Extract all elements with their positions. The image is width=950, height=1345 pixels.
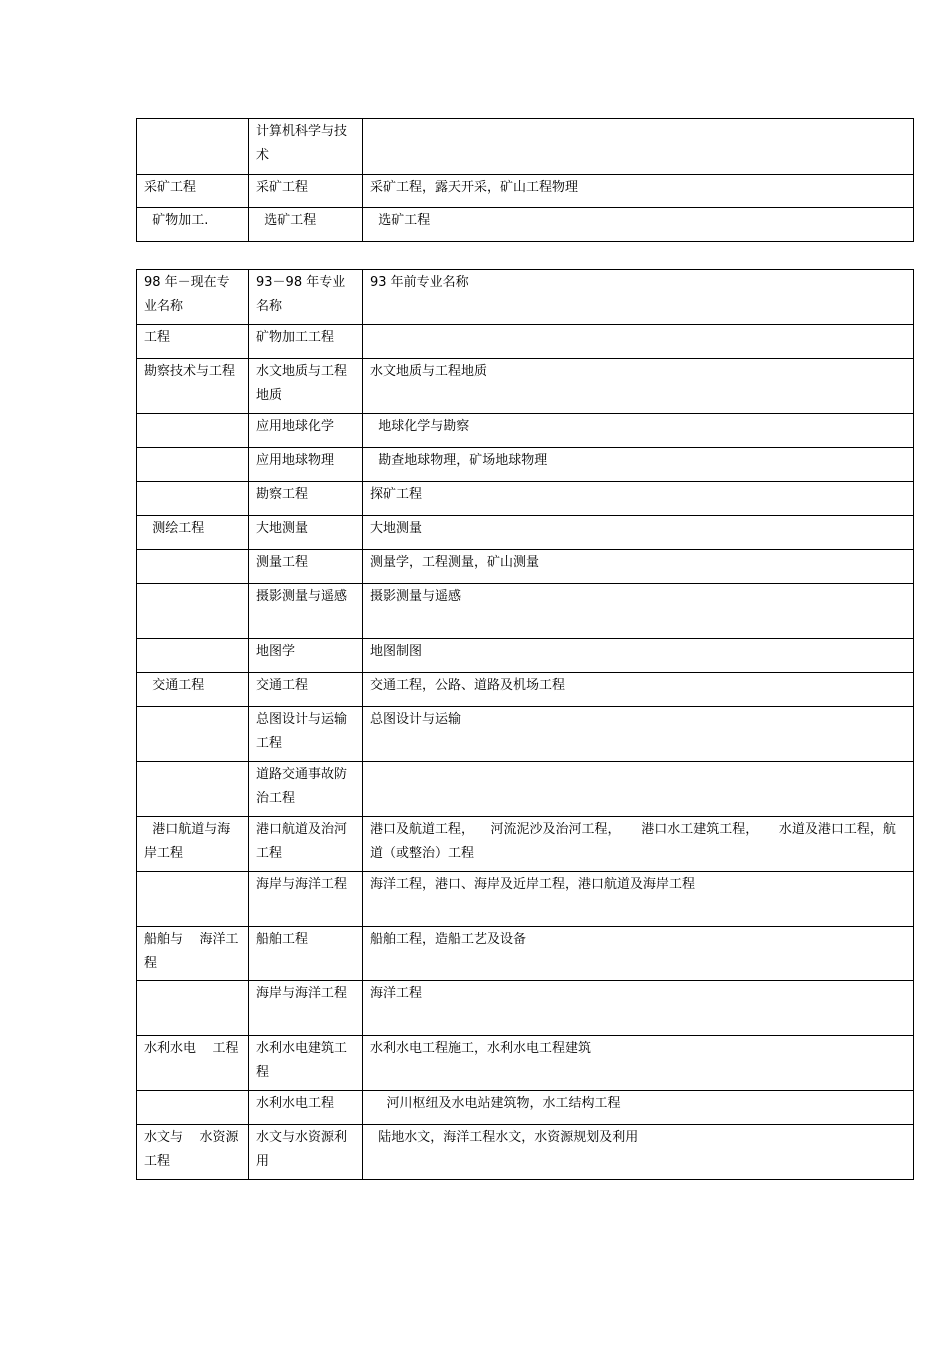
cell-pre-93-major: 河川枢纽及水电站建筑物，水工结构工程 (363, 1091, 914, 1125)
cell-pre-93-major: 93 年前专业名称 (363, 270, 914, 325)
cell-93-98-major: 应用地球化学 (249, 414, 363, 448)
table-row (137, 639, 914, 673)
cell-pre-93-major (363, 119, 914, 175)
table-body (137, 119, 914, 242)
cell-pre-93-major: 总图设计与运输 (363, 707, 914, 762)
cell-current-major (137, 1091, 249, 1125)
major-table-continued (136, 118, 914, 242)
cell-93-98-major: 地图学 (249, 639, 363, 673)
cell-93-98-major: 测量工程 (249, 550, 363, 584)
cell-current-major: 港口航道与海岸工程 (137, 817, 249, 872)
cell-current-major: 工程 (137, 325, 249, 359)
cell-pre-93-major: 交通工程，公路、道路及机场工程 (363, 673, 914, 707)
cell-pre-93-major: 海洋工程，港口、海岸及近岸工程，港口航道及海岸工程 (363, 872, 914, 927)
cell-93-98-major: 水文与水资源利用 (249, 1125, 363, 1180)
cell-current-major (137, 981, 249, 1036)
cell-pre-93-major: 采矿工程，露天开采，矿山工程物理 (363, 175, 914, 208)
cell-current-major: 98 年－现在专业名称 (137, 270, 249, 325)
table-row (137, 516, 914, 550)
cell-93-98-major: 大地测量 (249, 516, 363, 550)
major-name-table (136, 269, 914, 1180)
cell-current-major (137, 584, 249, 639)
cell-93-98-major: 水文地质与工程地质 (249, 359, 363, 414)
cell-current-major (137, 448, 249, 482)
cell-pre-93-major: 大地测量 (363, 516, 914, 550)
cell-current-major: 采矿工程 (137, 175, 249, 208)
cell-current-major (137, 639, 249, 673)
table-row (137, 707, 914, 762)
cell-93-98-major: 道路交通事故防治工程 (249, 762, 363, 817)
cell-current-major (137, 707, 249, 762)
table-row (137, 584, 914, 639)
cell-93-98-major: 总图设计与运输工程 (249, 707, 363, 762)
cell-pre-93-major: 测量学，工程测量，矿山测量 (363, 550, 914, 584)
cell-93-98-major: 矿物加工工程 (249, 325, 363, 359)
cell-current-major: 测绘工程 (137, 516, 249, 550)
table-row (137, 927, 914, 981)
table-row (137, 1036, 914, 1091)
table-row (137, 872, 914, 927)
cell-pre-93-major: 海洋工程 (363, 981, 914, 1036)
cell-current-major (137, 872, 249, 927)
table-row (137, 414, 914, 448)
cell-pre-93-major: 水利水电工程施工，水利水电工程建筑 (363, 1036, 914, 1091)
table-row (137, 1125, 914, 1180)
table-row (137, 359, 914, 414)
cell-current-major: 交通工程 (137, 673, 249, 707)
cell-93-98-major: 水利水电建筑工程 (249, 1036, 363, 1091)
cell-current-major (137, 482, 249, 516)
cell-pre-93-major (363, 325, 914, 359)
cell-pre-93-major: 港口及航道工程， 河流泥沙及治河工程， 港口水工建筑工程， 水道及港口工程，航道（或整治）工程 (363, 817, 914, 872)
table-row (137, 325, 914, 359)
cell-current-major (137, 550, 249, 584)
cell-current-major: 勘察技术与工程 (137, 359, 249, 414)
table-row (137, 817, 914, 872)
cell-93-98-major: 勘察工程 (249, 482, 363, 516)
cell-93-98-major: 摄影测量与遥感 (249, 584, 363, 639)
cell-current-major (137, 119, 249, 175)
cell-pre-93-major: 陆地水文，海洋工程水文，水资源规划及利用 (363, 1125, 914, 1180)
table-row (137, 550, 914, 584)
cell-current-major: 水文与 水资源工程 (137, 1125, 249, 1180)
cell-current-major: 船舶与 海洋工程 (137, 927, 249, 981)
table-row (137, 482, 914, 516)
cell-93-98-major: 港口航道及治河工程 (249, 817, 363, 872)
cell-pre-93-major (363, 762, 914, 817)
table-row (137, 208, 914, 242)
cell-pre-93-major: 水文地质与工程地质 (363, 359, 914, 414)
cell-93-98-major: 海岸与海洋工程 (249, 981, 363, 1036)
cell-pre-93-major: 摄影测量与遥感 (363, 584, 914, 639)
cell-93-98-major: 水利水电工程 (249, 1091, 363, 1125)
cell-93-98-major: 海岸与海洋工程 (249, 872, 363, 927)
table-row (137, 175, 914, 208)
cell-93-98-major: 选矿工程 (249, 208, 363, 242)
cell-pre-93-major: 选矿工程 (363, 208, 914, 242)
cell-current-major: 矿物加工. (137, 208, 249, 242)
cell-93-98-major: 采矿工程 (249, 175, 363, 208)
cell-current-major (137, 414, 249, 448)
cell-pre-93-major: 船舶工程，造船工艺及设备 (363, 927, 914, 981)
table-row (137, 762, 914, 817)
cell-93-98-major: 应用地球物理 (249, 448, 363, 482)
table-row (137, 673, 914, 707)
cell-93-98-major: 93－98 年专业名称 (249, 270, 363, 325)
cell-pre-93-major: 勘查地球物理，矿场地球物理 (363, 448, 914, 482)
cell-current-major (137, 762, 249, 817)
table-row (137, 981, 914, 1036)
cell-pre-93-major: 地图制图 (363, 639, 914, 673)
table-row (137, 448, 914, 482)
cell-pre-93-major: 探矿工程 (363, 482, 914, 516)
table-row (137, 1091, 914, 1125)
cell-pre-93-major: 地球化学与勘察 (363, 414, 914, 448)
cell-93-98-major: 船舶工程 (249, 927, 363, 981)
table-body (137, 270, 914, 1180)
cell-93-98-major: 交通工程 (249, 673, 363, 707)
cell-93-98-major: 计算机科学与技术 (249, 119, 363, 175)
table-row (137, 270, 914, 325)
table-row (137, 119, 914, 175)
cell-current-major: 水利水电 工程 (137, 1036, 249, 1091)
